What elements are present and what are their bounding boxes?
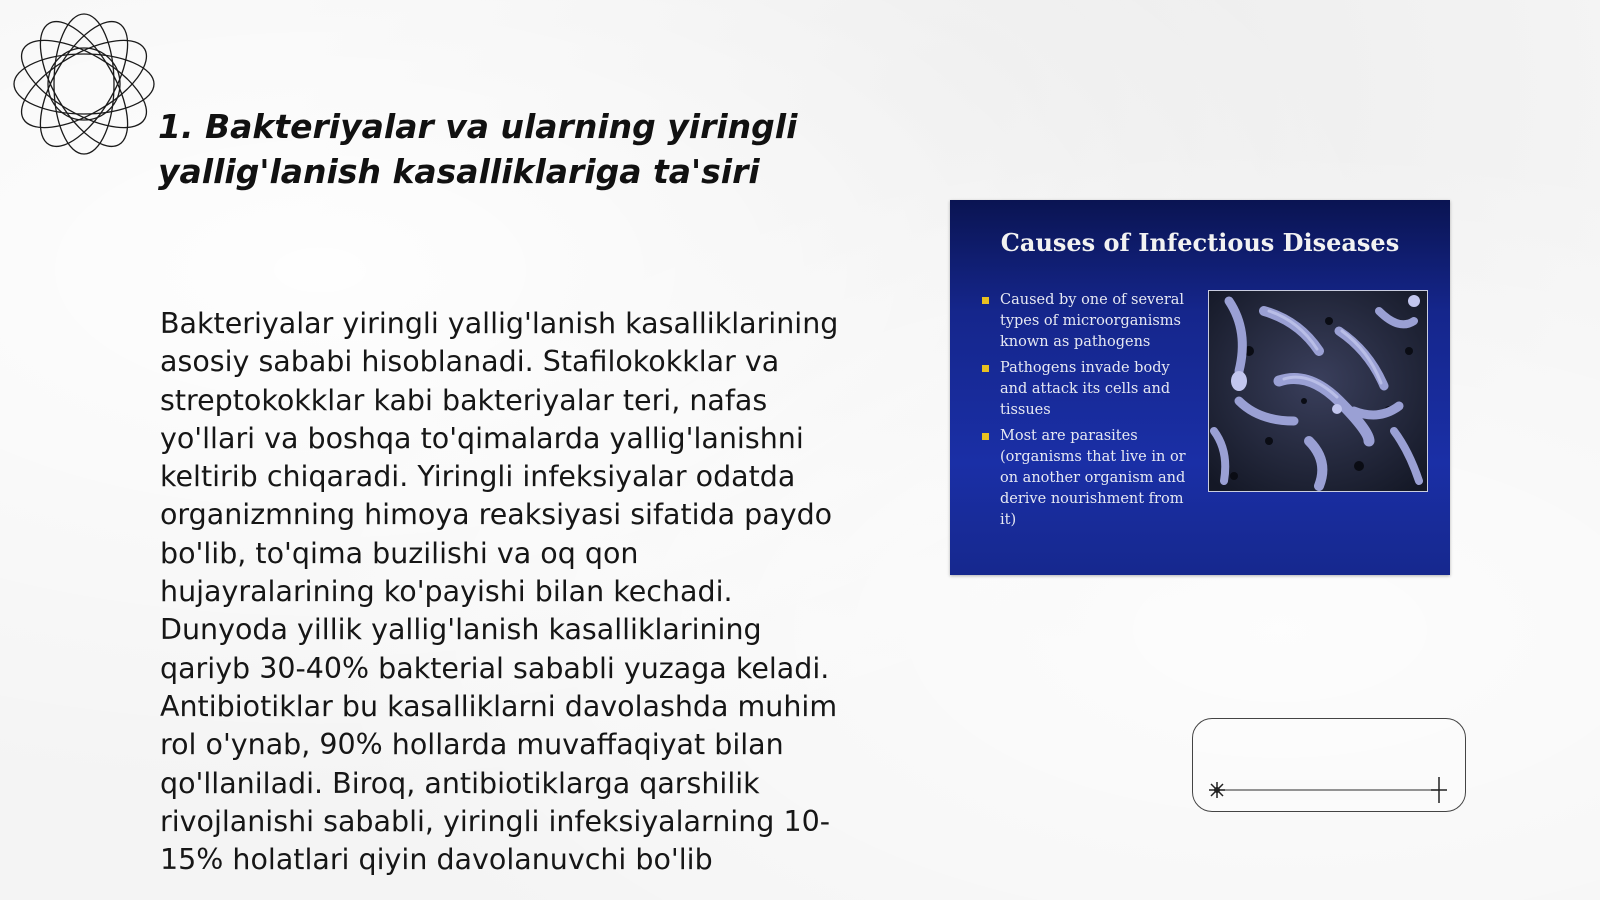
slide-bullet <box>980 358 1195 421</box>
slide-bullet-text: Caused by one of several types of microorganisms known as pathogens <box>1000 292 1185 350</box>
bullet-square-icon <box>982 365 989 372</box>
slide-title: Causes of Infectious Diseases <box>1000 228 1400 257</box>
bacteria-micrograph <box>1208 290 1428 492</box>
bullet-square-icon <box>982 433 989 440</box>
slide-bullet <box>980 426 1195 531</box>
page-title: 1. Bakteriyalar va ularning yiringli yallig'lanish kasalliklariga ta'siri <box>158 107 798 191</box>
slide-bullet <box>980 290 1195 353</box>
slide-bullet-list <box>980 290 1195 536</box>
slide-bullet-text: Most are parasites (organisms that live in or on another organism and derive nourishment from it) <box>1000 428 1186 528</box>
embedded-slide-image <box>950 200 1450 575</box>
orbital-rings-logo <box>10 10 158 158</box>
plus-star-icon <box>1431 777 1447 803</box>
body-paragraph: Bakteriyalar yiringli yallig'lanish kasalliklarining asosiy sababi hisoblanadi. Stafilokokklar va streptokokklar kabi bakteriyalar teri, nafas yo'llari va boshqa to'qimalarda yallig'lanishni keltirib chiqaradi. Yiringli infeksiyalar odatda organizmning himoya reaksiyasi sifatida paydo bo'lib, to'qima buzilishi va oq qon hujayralarining ko'payishi bilan kechadi. Dunyoda yillik yallig'lanish kasalliklarining qariyb 30-40% bakterial sababli yuzaga keladi. Antibiotiklar bu kasalliklarni davolashda muhim rol o'ynab, 90% hollarda muvaffaqiyat bilan qo'llaniladi. Biroq, antibiotiklarga qarshilik rivojlanishi sababli, yiringli infeksiyalarning 10-15% holatlari qiyin davolanuvchi bo'lib <box>160 307 839 877</box>
bullet-square-icon <box>982 297 989 304</box>
slide-bullet-text: Pathogens invade body and attack its cells and tissues <box>1000 360 1171 418</box>
decorative-slider-frame <box>1192 718 1466 812</box>
